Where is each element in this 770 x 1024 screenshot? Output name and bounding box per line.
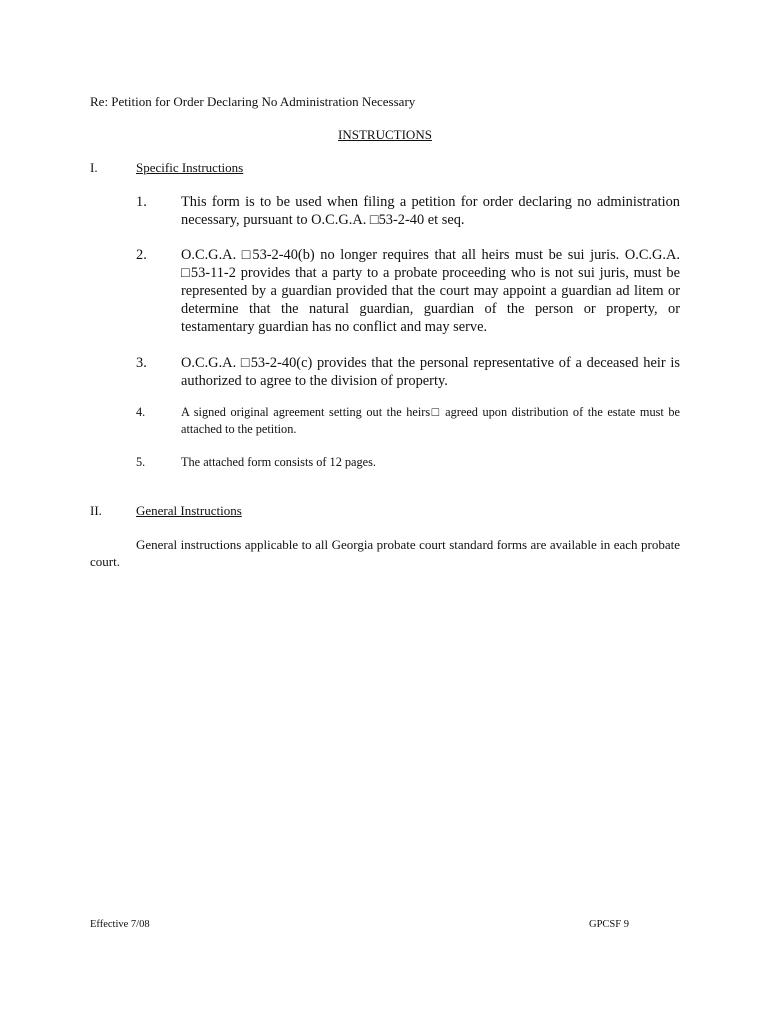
section-1-title: Specific Instructions <box>136 160 244 175</box>
section-2-number: II. <box>90 503 102 518</box>
re-line: Re: Petition for Order Declaring No Administration Necessary <box>90 94 416 109</box>
instruction-item-number: 1. <box>136 194 147 210</box>
instruction-item-text: The attached form consists of 12 pages. <box>181 455 376 469</box>
instruction-item-number: 3. <box>136 355 147 371</box>
instructions-heading-text: INSTRUCTIONS <box>338 127 432 142</box>
instruction-item-text: This form is to be used when filing a petition for order declaring no administration necessary, pursuant to O.C.G.A. □53-2-40 et seq. <box>181 194 680 228</box>
instruction-item-text: O.C.G.A. □53-2-40(c) provides that the personal representative of a deceased heir is authorized to agree to the division of property. <box>181 355 680 389</box>
section-2-title: General Instructions <box>136 503 242 518</box>
instructions-heading <box>0 127 770 143</box>
section-1-number: I. <box>90 160 98 175</box>
instruction-item-number: 5. <box>136 455 146 469</box>
instruction-item-number: 4. <box>136 405 146 419</box>
instruction-item-text: O.C.G.A. □53-2-40(b) no longer requires that all heirs must be sui juris. O.C.G.A. □53-11-2 provides that a party to a probate proceeding who is not sui juris, must be represented by a guardian provided that the court may appoint a guardian ad litem or determine that the natural guardian, guardian of the person or property, or testamentary guardian has no conflict and may serve. <box>181 247 680 335</box>
instruction-item-text: A signed original agreement setting out the heirs□ agreed upon distribution of the estate must be attached to the petition. <box>181 405 680 436</box>
instruction-item-number: 2. <box>136 247 147 263</box>
general-instructions-text: General instructions applicable to all Georgia probate court standard forms are available in each probate court. <box>90 537 680 569</box>
footer-effective-date: Effective 7/08 <box>90 919 150 930</box>
footer-form-code: GPCSF 9 <box>589 919 629 930</box>
